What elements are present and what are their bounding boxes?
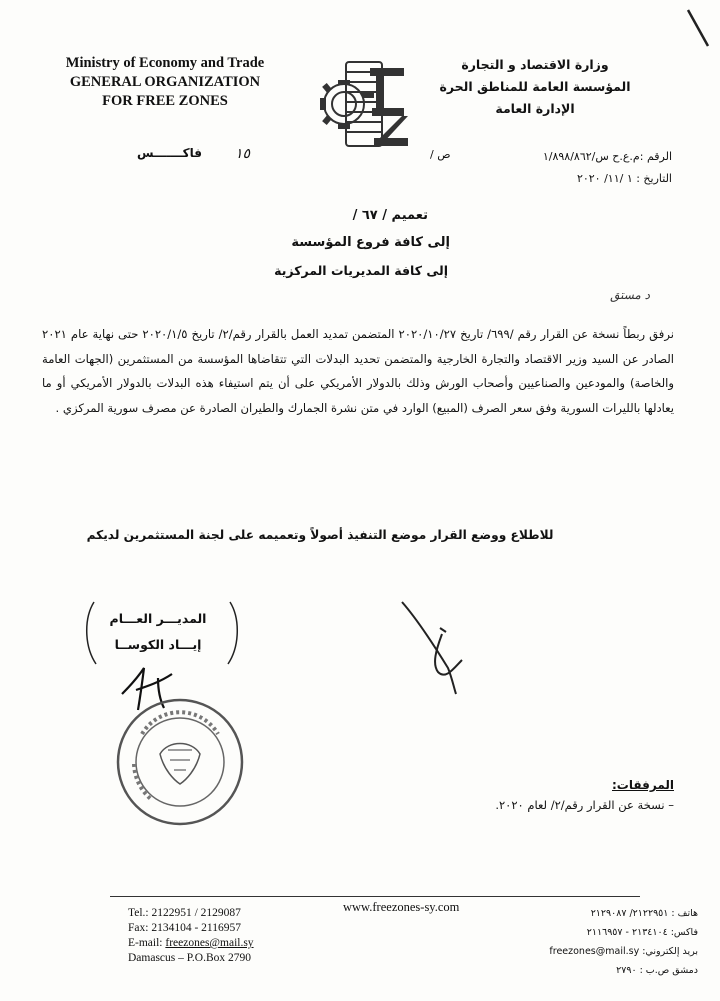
address-en: Damascus – P.O.Box 2790 bbox=[128, 952, 251, 964]
circular-number: تعميم / ٦٧ / bbox=[352, 208, 428, 223]
greeting: د مستق bbox=[610, 288, 650, 302]
official-stamp-icon bbox=[112, 694, 248, 830]
organization-name-ar: المؤسسة العامة للمناطق الحرة bbox=[439, 79, 631, 94]
handwritten-mark-icon bbox=[396, 598, 476, 698]
corner-pen-stroke-icon bbox=[684, 8, 714, 50]
website-link[interactable]: www.freezones-sy.com bbox=[343, 900, 460, 914]
organization-logo-icon bbox=[316, 58, 412, 150]
phone-ar: هاتف : ٢١٢٢٩٥١/ ٢١٢٩٠٨٧ bbox=[590, 908, 698, 919]
footer-divider bbox=[110, 896, 640, 897]
email-ar[interactable]: بريد إلكتروني: freezones@mail.sy bbox=[549, 946, 698, 957]
contact-en bbox=[128, 906, 254, 966]
arabic-letterhead bbox=[420, 54, 650, 120]
instruction-line: للاطلاع ووضع القرار موضع التنفيذ أصولاً وتعميمه على لجنة المستثمرين لديكم bbox=[86, 528, 554, 542]
enclosures-heading: المرفقات: bbox=[612, 778, 674, 792]
recipient-branches: إلى كافة فروع المؤسسة bbox=[291, 235, 450, 250]
ministry-name-ar: وزارة الاقتصاد و التجارة bbox=[461, 57, 609, 72]
body-paragraph: نرفق ربطاً نسخة عن القرار رقم /٦٩٩/ تاريخ ٢٠٢٠/١٠/٢٧ المتضمن تمديد العمل بالقرار رقم/٢/ تاريخ ٢٠٢٠/١/٥ حتى نهاية عام ٢٠٢١ الصادر عن السيد وزير الاقتصاد والتجارة الخارجية والمتضمن تحديد البدلات التي تتقاضاها المؤسسة من المستثمرين (الجهات العامة والخاصة) والمودعين والصناعيين وأصحاب الورش وذلك بالدولار الأمريكي على أن يتم استيفاء هذه البدلات بالدولار الأمريكي أو ما يعادلها بالليرات السورية وفق سعر الصرف (المبيع) الوارد في متن نشرة الجمارك والطيران الصادرة عن مصرف سورية المركزي . bbox=[42, 327, 674, 415]
fax-en: Fax: 2134104 - 2116957 bbox=[128, 922, 241, 934]
general-administration-ar: الإدارة العامة bbox=[495, 101, 575, 116]
reference-number: الرقم :م.ع.ح س/١/٨٩٨/٨٦٢ bbox=[542, 150, 672, 163]
fax-label: فاكـــــــس bbox=[136, 146, 202, 160]
letter-body bbox=[42, 322, 674, 420]
email-link-en[interactable]: freezones@mail.sy bbox=[165, 937, 254, 949]
phone-en: Tel.: 2122951 / 2129087 bbox=[128, 907, 241, 919]
address-ar: دمشق ص.ب : ٢٧٩٠ bbox=[616, 965, 698, 976]
english-letterhead bbox=[50, 54, 280, 111]
document-date: التاريخ : ١ /١١/ ٢٠٢٠ bbox=[576, 172, 672, 185]
signatory-name: إيـــاد الكوســا bbox=[114, 637, 202, 652]
organization-name-en: GENERAL ORGANIZATION bbox=[69, 74, 261, 90]
recipient-directorates: إلى كافة المديريات المركزية bbox=[274, 263, 448, 278]
ministry-name-en: Ministry of Economy and Trade bbox=[65, 55, 265, 71]
signature-bracket-icon bbox=[82, 598, 242, 668]
email-label-en: E-mail: bbox=[128, 937, 166, 949]
signatory-title: المديـــر العـــام bbox=[109, 611, 207, 626]
reference-sn-label: / ص bbox=[430, 148, 451, 161]
contact-ar bbox=[478, 904, 698, 980]
enclosure-item: – نسخة عن القرار رقم/٢/ لعام ٢٠٢٠. bbox=[495, 798, 674, 812]
email-en-row bbox=[128, 936, 254, 951]
reference-block bbox=[432, 146, 672, 190]
reference-handwritten-number: ١٥ bbox=[234, 146, 250, 162]
organization-name-en-2: FOR FREE ZONES bbox=[102, 93, 228, 109]
fax-ar: فاكس: ٢١٣٤١٠٤ - ٢١١٦٩٥٧ bbox=[586, 927, 698, 938]
